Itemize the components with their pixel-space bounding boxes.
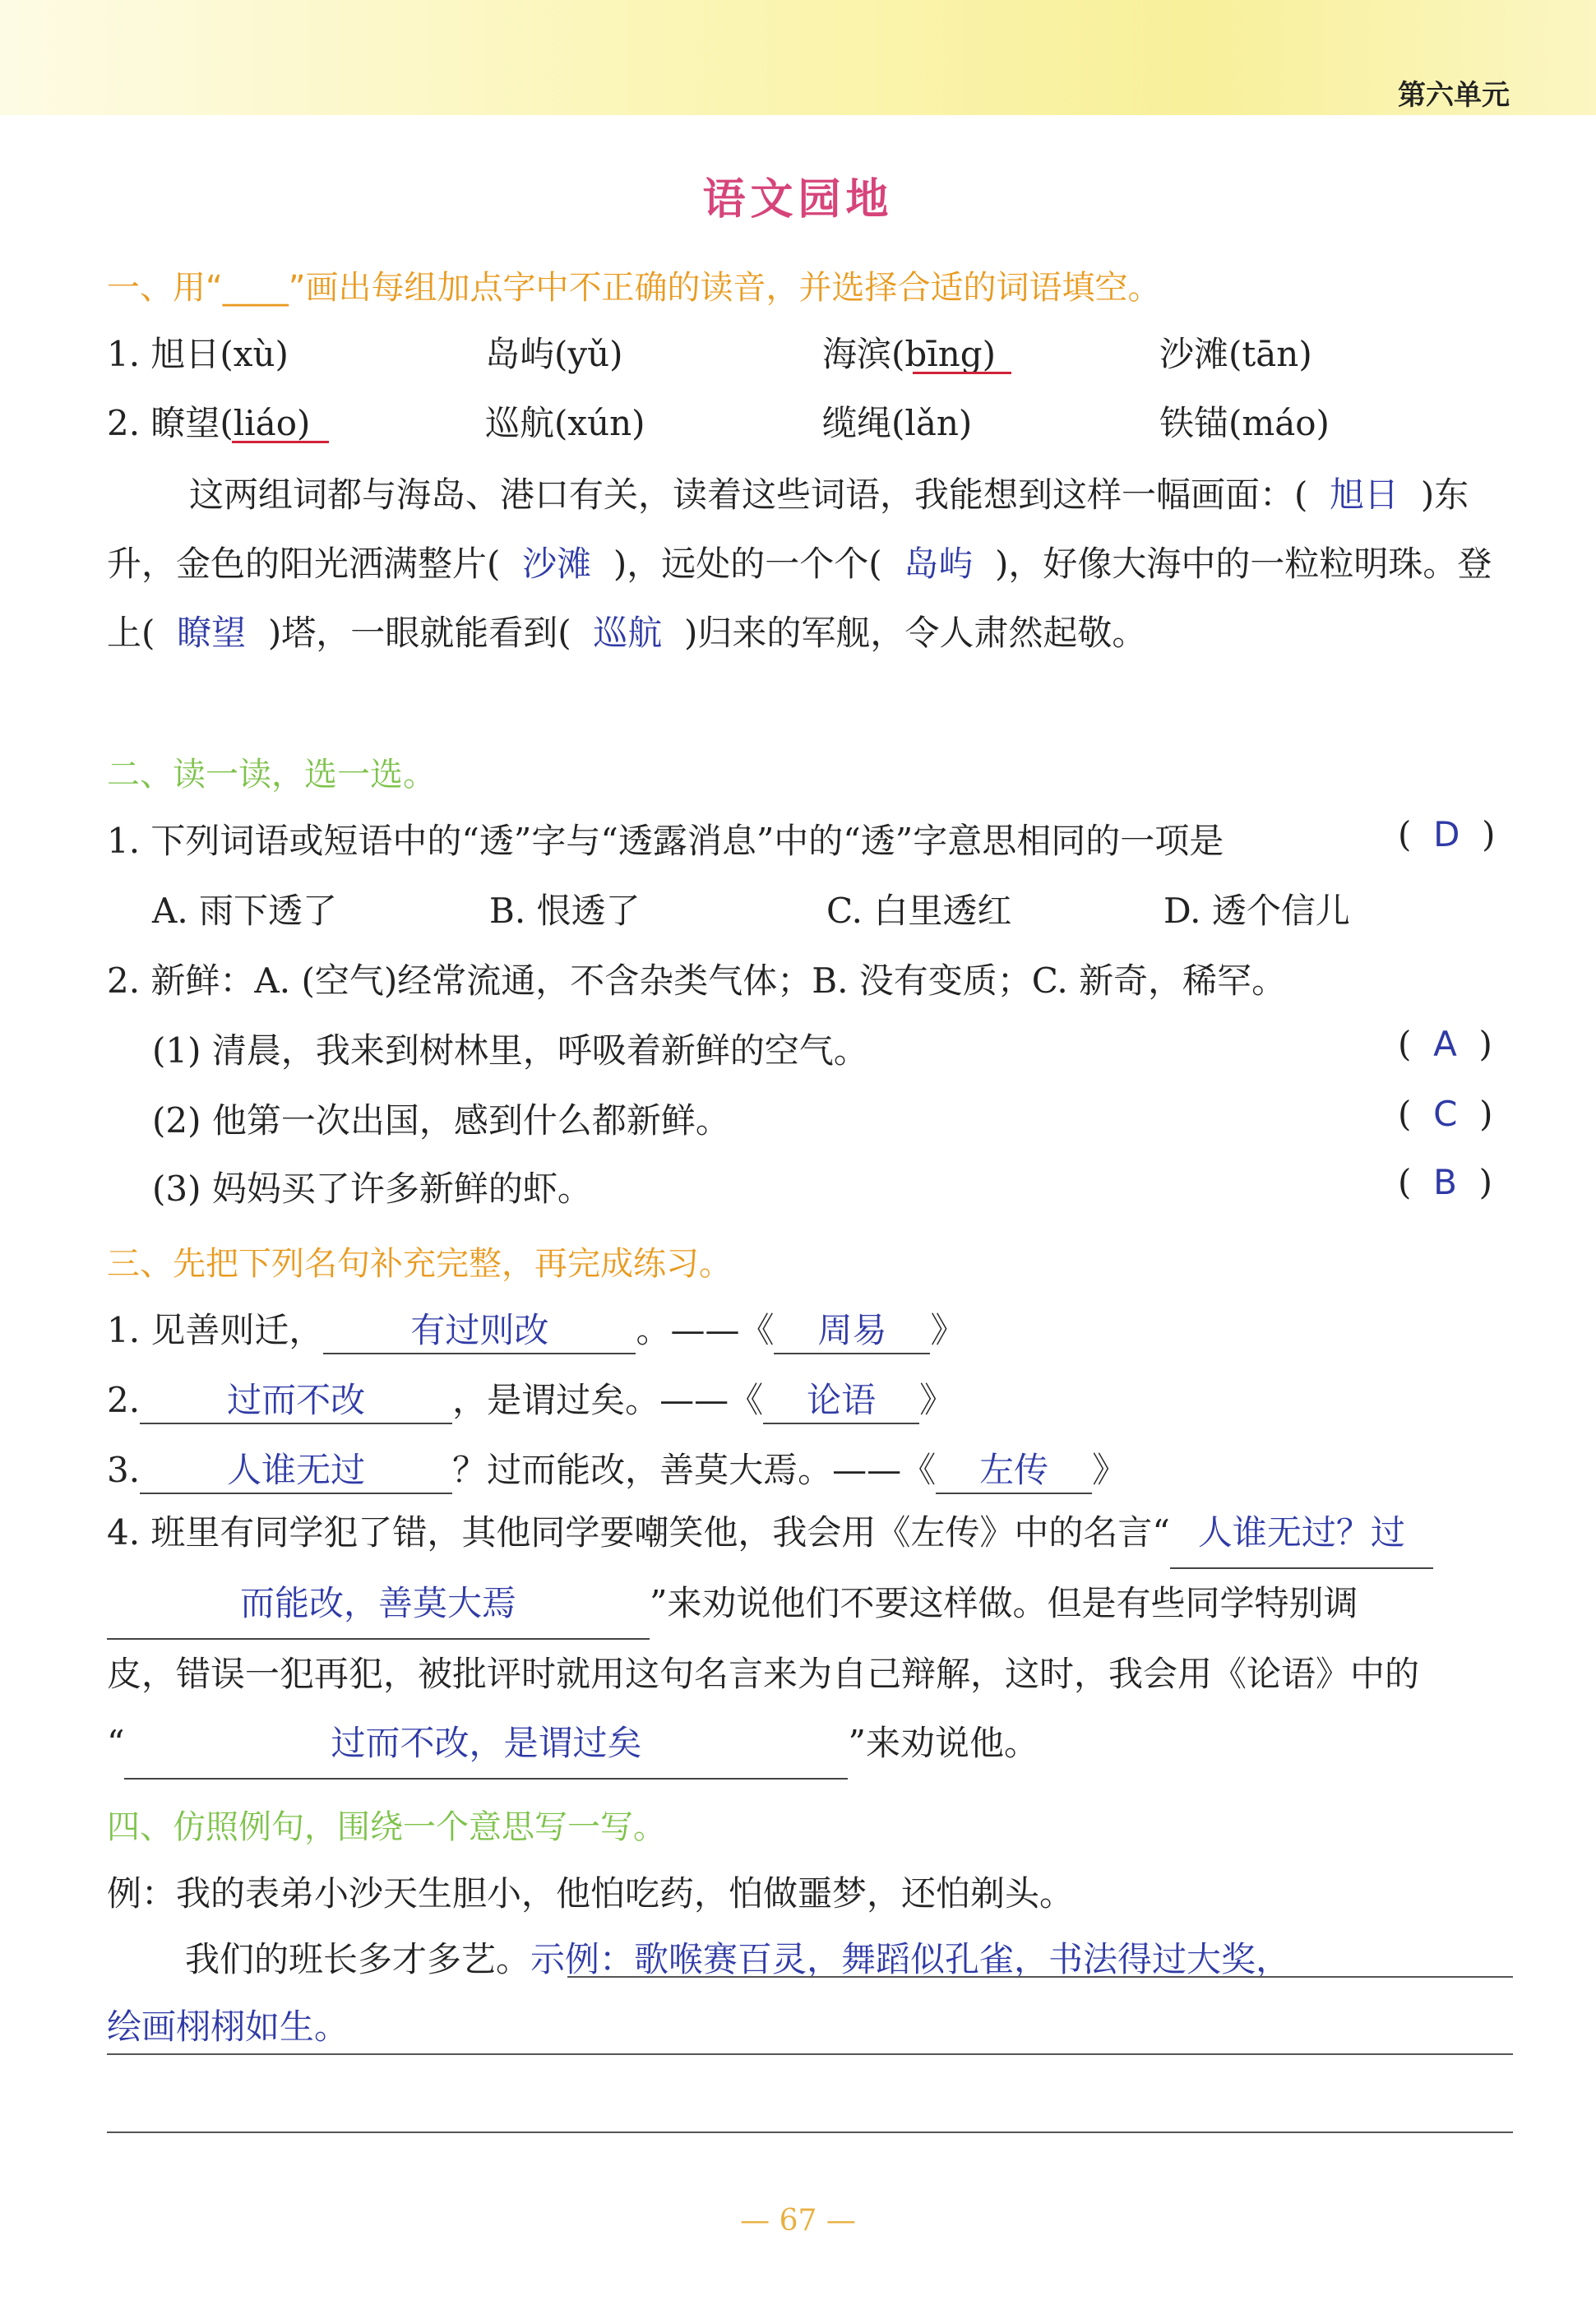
s1-row1-item1: 1. 旭日(xù) [107, 334, 289, 374]
s1-row2-item1: 2. 瞭望(liáo) [107, 403, 311, 443]
answer-3: 岛屿 [904, 544, 974, 584]
s3-q4-answer-1: 人谁无过？过 [1170, 1498, 1433, 1569]
s3-q2-book: 论语 [763, 1373, 919, 1424]
header-band [0, 0, 1596, 115]
s2-q2-item3: (3) 妈妈买了许多新鲜的虾。 [152, 1169, 592, 1209]
page-title: 语文园地 [702, 175, 894, 224]
s2-q1-answer-box: ( D ) [1398, 814, 1496, 854]
s2-q2-item1-answer: A [1433, 1024, 1457, 1064]
s4-underline-2 [107, 2053, 1513, 2055]
s2-q1-answer: D [1433, 814, 1460, 854]
s4-example: 例：我的表弟小沙天生胆小，他怕吃药，怕做噩梦，还怕剃头。 [107, 1873, 1075, 1914]
s1-paragraph: 这两组词都与海岛、港口有关，读着这些词语，我能想到这样一幅画面：( 旭日 )东升，金色的阳光洒满整片( 沙滩 )，远处的一个个( 岛屿 )，好像大海中的一粒粒明珠。登上( 瞭望 )塔，一眼就能看到( 巡航 )归来的军舰，令人肃然起敬。 [107, 474, 1492, 653]
s2-option-b: B. 恨透了 [489, 891, 641, 931]
s1-row2-item4: 铁锚(máo) [1159, 403, 1330, 443]
s2-option-a: A. 雨下透了 [152, 891, 338, 931]
unit-label: 第六单元 [1398, 79, 1510, 112]
s1-row1-item2: 岛屿(yǔ) [485, 334, 623, 374]
page-number: — 67 — [740, 2204, 856, 2238]
s2-q1: 1. 下列词语或短语中的“透”字与“透露消息”中的“透”字意思相同的一项是 [107, 821, 1224, 861]
s2-option-d: D. 透个信儿 [1163, 891, 1350, 931]
s4-answer-1: 示例：歌喉赛百灵，舞蹈似孔雀，书法得过大奖， [530, 1939, 1291, 1979]
s3-q3-book: 左传 [936, 1443, 1092, 1494]
answer-4: 瞭望 [177, 613, 247, 653]
answer-1: 旭日 [1330, 474, 1399, 515]
s2-q2-item3-answer: B [1433, 1162, 1457, 1202]
s3-q1-book: 周易 [774, 1303, 930, 1354]
s2-q2-item2-answer: C [1433, 1094, 1458, 1134]
s2-q2-item3-answer-box: ( B ) [1398, 1162, 1493, 1202]
s1-row1-item3: 海滨(bīng) [822, 334, 997, 374]
s1-row2-item3: 缆绳(lǎn) [822, 403, 973, 443]
section1-heading: 一、用“____”画出每组加点字中不正确的读音，并选择合适的词语填空。 [107, 269, 1161, 307]
s3-q4-answer-2: 而能改，善莫大焉 [107, 1569, 650, 1640]
s4-answer-line1: 我们的班长多才多艺。示例：歌喉赛百灵，舞蹈似孔雀，书法得过大奖， [185, 1939, 1291, 1979]
s3-q2-answer: 过而不改 [140, 1373, 452, 1424]
s3-q3-answer: 人谁无过 [140, 1443, 452, 1494]
section3-heading: 三、先把下列名句补充完整，再完成练习。 [107, 1245, 732, 1283]
s2-q2-item1: (1) 清晨，我来到树林里，呼吸着新鲜的空气。 [152, 1030, 868, 1071]
s3-q4: 4. 班里有同学犯了错，其他同学要嘲笑他，我会用《左传》中的名言“ 人谁无过？过 而能改，善莫大焉 ”来劝说他们不要这样做。但是有些同学特别调 皮，错误一犯再犯，被批评时就用这句名言来为自己辩解，这时，我会用《论语》中的 “ 过而不改，是谓过矣 ”来劝说他。 [107, 1498, 1513, 1780]
s2-q2-item2-answer-box: ( C ) [1398, 1094, 1493, 1134]
s3-q1: 1. 见善则迁， 有过则改 。——《 周易 》 [107, 1303, 965, 1354]
s4-underline-3 [107, 2131, 1513, 2133]
s3-q4-answer-3: 过而不改，是谓过矣 [124, 1709, 848, 1780]
answer-2: 沙滩 [522, 544, 592, 584]
s2-q2: 2. 新鲜：A. (空气)经常流通，不含杂类气体；B. 没有变质；C. 新奇，稀罕。 [107, 960, 1287, 1001]
wrong-mark-2 [232, 441, 329, 443]
s4-answer-2: 绘画栩栩如生。 [107, 2006, 349, 2047]
s1-row2-item2: 巡航(xún) [485, 403, 645, 443]
s3-q1-answer: 有过则改 [323, 1303, 636, 1354]
s2-option-c: C. 白里透红 [826, 891, 1012, 931]
answer-5: 巡航 [593, 613, 663, 653]
s1-row1-item4: 沙滩(tān) [1159, 334, 1312, 374]
s3-q3: 3. 人谁无过 ？过而能改，善莫大焉。——《 左传 》 [107, 1443, 1126, 1494]
section2-heading: 二、读一读，选一选。 [107, 756, 436, 794]
wrong-mark-1 [913, 372, 1011, 374]
s3-q2: 2. 过而不改 ，是谓过矣。——《 论语 》 [107, 1373, 954, 1424]
s4-underline-1 [567, 1976, 1513, 1978]
section4-heading: 四、仿照例句，围绕一个意思写一写。 [107, 1808, 666, 1846]
s2-q2-item1-answer-box: ( A ) [1398, 1024, 1492, 1064]
s2-q2-item2: (2) 他第一次出国，感到什么都新鲜。 [152, 1100, 730, 1141]
